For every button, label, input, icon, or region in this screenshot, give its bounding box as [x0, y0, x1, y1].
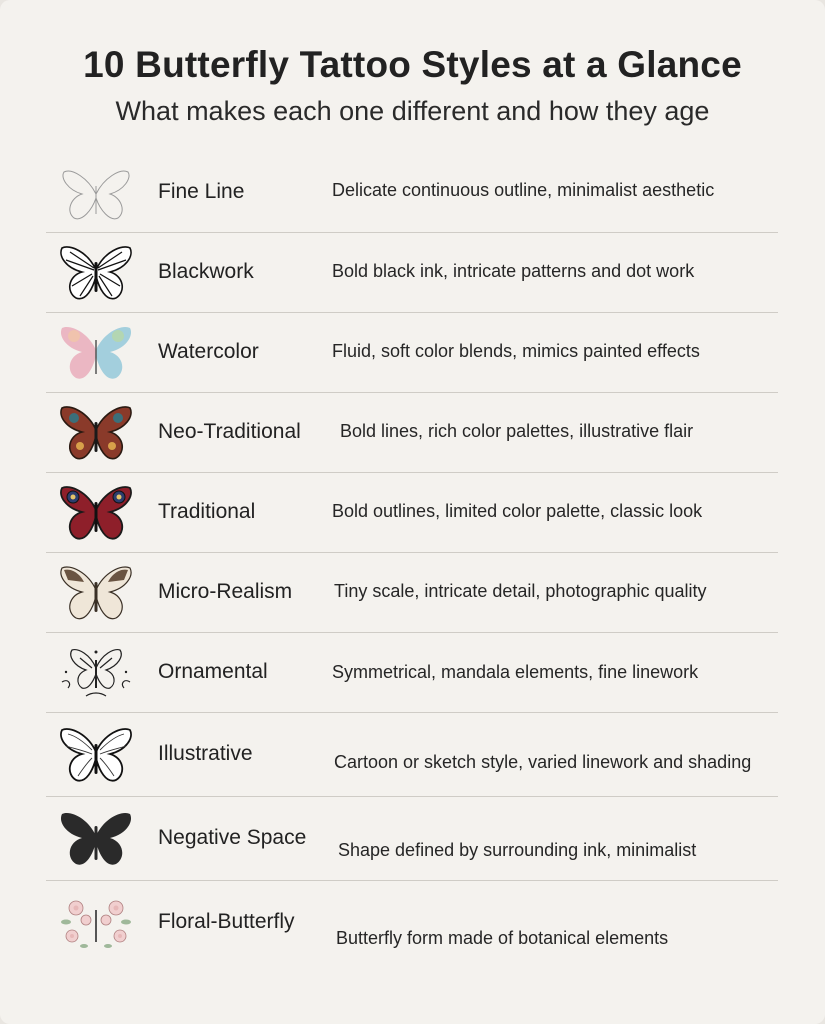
- style-row-neo-traditional: [46, 400, 778, 472]
- style-description: Cartoon or sketch style, varied linework and shading: [334, 752, 752, 772]
- row-divider: [46, 552, 778, 553]
- style-description: Tiny scale, intricate detail, photographic quality: [334, 581, 707, 601]
- floral-butterfly-icon: [58, 894, 134, 956]
- traditional-butterfly-icon: [58, 482, 134, 544]
- row-divider: [46, 472, 778, 473]
- style-row-ornamental: [46, 640, 778, 712]
- style-description: Delicate continuous outline, minimalist aesthetic: [332, 180, 715, 200]
- style-name: Micro-Realism: [158, 580, 293, 603]
- style-name: Ornamental: [158, 660, 268, 683]
- blackwork-butterfly-icon: [58, 242, 134, 304]
- style-row-floral-butterfly: [46, 888, 778, 968]
- style-name: Floral-Butterfly: [158, 910, 295, 933]
- negative-space-butterfly-icon: [58, 808, 134, 870]
- page-title: 10 Butterfly Tattoo Styles at a Glance: [83, 44, 742, 85]
- style-name: Blackwork: [158, 260, 254, 283]
- style-name: Illustrative: [158, 742, 253, 765]
- watercolor-butterfly-icon: [58, 322, 134, 384]
- style-name: Traditional: [158, 500, 256, 523]
- style-row-blackwork: [46, 240, 778, 312]
- illustrative-butterfly-icon: [58, 724, 134, 786]
- style-name: Watercolor: [158, 340, 259, 363]
- style-name: Negative Space: [158, 826, 307, 849]
- row-divider: [46, 796, 778, 797]
- style-description: Bold black ink, intricate patterns and dot work: [332, 261, 695, 281]
- style-description: Butterfly form made of botanical elements: [336, 928, 669, 948]
- row-divider: [46, 632, 778, 633]
- style-name: Fine Line: [158, 180, 245, 203]
- micro-realism-butterfly-icon: [58, 562, 134, 624]
- page-subtitle: What makes each one different and how they age: [115, 96, 710, 126]
- style-name: Neo-Traditional: [158, 420, 301, 443]
- style-row-negative-space: [46, 804, 778, 880]
- style-description: Shape defined by surrounding ink, minimalist: [338, 840, 697, 860]
- style-row-illustrative: [46, 720, 778, 796]
- ornamental-butterfly-icon: [58, 642, 134, 704]
- row-divider: [46, 712, 778, 713]
- style-description: Fluid, soft color blends, mimics painted effects: [332, 341, 700, 361]
- style-row-micro-realism: [46, 560, 778, 632]
- style-row-fine-line: [46, 162, 778, 232]
- style-description: Symmetrical, mandala elements, fine linework: [332, 662, 699, 682]
- row-divider: [46, 312, 778, 313]
- fine-line-butterfly-icon: [58, 164, 134, 226]
- neo-traditional-butterfly-icon: [58, 402, 134, 464]
- style-description: Bold lines, rich color palettes, illustrative flair: [340, 421, 694, 441]
- row-divider: [46, 880, 778, 881]
- style-row-traditional: [46, 480, 778, 552]
- row-divider: [46, 232, 778, 233]
- row-divider: [46, 392, 778, 393]
- style-row-watercolor: [46, 320, 778, 392]
- style-description: Bold outlines, limited color palette, classic look: [332, 501, 703, 521]
